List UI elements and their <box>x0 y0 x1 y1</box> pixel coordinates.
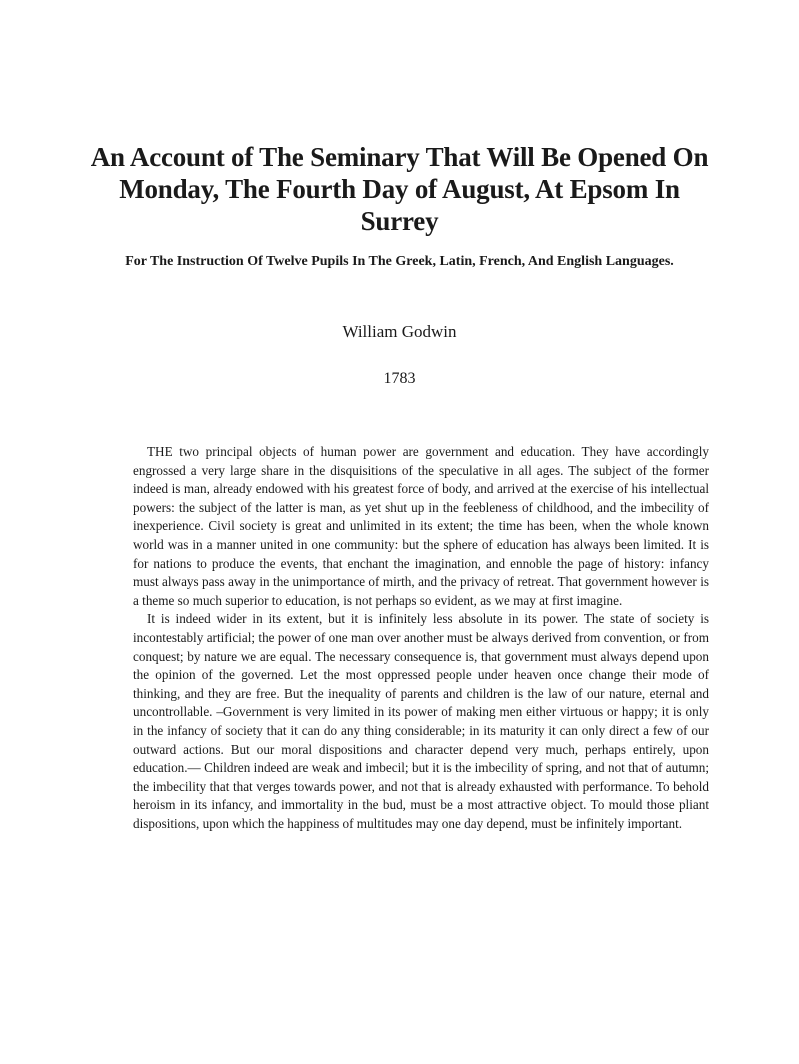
document-body <box>133 443 709 833</box>
document-subtitle: For The Instruction Of Twelve Pupils In The Greek, Latin, French, And English Languages. <box>125 254 674 269</box>
document-author: William Godwin <box>342 322 457 341</box>
document-title: An Account of The Seminary That Will Be Opened On Monday, The Fourth Day of August, At Epsom In Surrey <box>90 142 709 236</box>
document-year: 1783 <box>383 370 416 387</box>
body-paragraph: It is indeed wider in its extent, but it is infinitely less absolute in its power. The state of society is incontestably artificial; the power of one man over another must be always derived from convention, or from conquest; by nature we are equal. The necessary consequence is, that government must always depend upon the opinion of the governed. Let the most oppressed people under heaven once change their mode of thinking, and they are free. But the inequality of parents and children is the law of our nature, eternal and uncontrollable. –Government is very limited in its power of making men either virtuous or happy; it is only in the infancy of society that it can do any thing considerable; in its maturity it can only direct a few of our outward actions. But our moral dispositions and character depend very much, perhaps entirely, upon education.— Children indeed are weak and imbecil; but it is the imbecility of spring, and not that of autumn; the imbecility that that verges towards power, and not that is already exhausted with performance. To behold heroism in its infancy, and immortality in the bud, must be a most attractive object. To mould those pliant dispositions, upon which the happiness of multitudes may one day depend, must be infinitely important. <box>133 611 709 831</box>
body-paragraph: THE two principal objects of human power are government and education. They have accordingly engrossed a very large share in the disquisitions of the speculative in all ages. The subject of the former indeed is man, already endowed with his greatest force of body, and arrived at the exercise of his intellectual powers: the subject of the latter is man, as yet shut up in the feebleness of childhood, and the imbecility of inexperience. Civil society is great and unlimited in its extent; the time has been, when the whole known world was in a manner united in one community: but the sphere of education has always been limited. It is for nations to produce the events, that enchant the imagination, and ennoble the page of history: infancy must always pass away in the unimportance of mirth, and the privacy of retreat. That government however is a theme so much superior to education, is not perhaps so evident, as we may at first imagine. <box>133 444 709 608</box>
